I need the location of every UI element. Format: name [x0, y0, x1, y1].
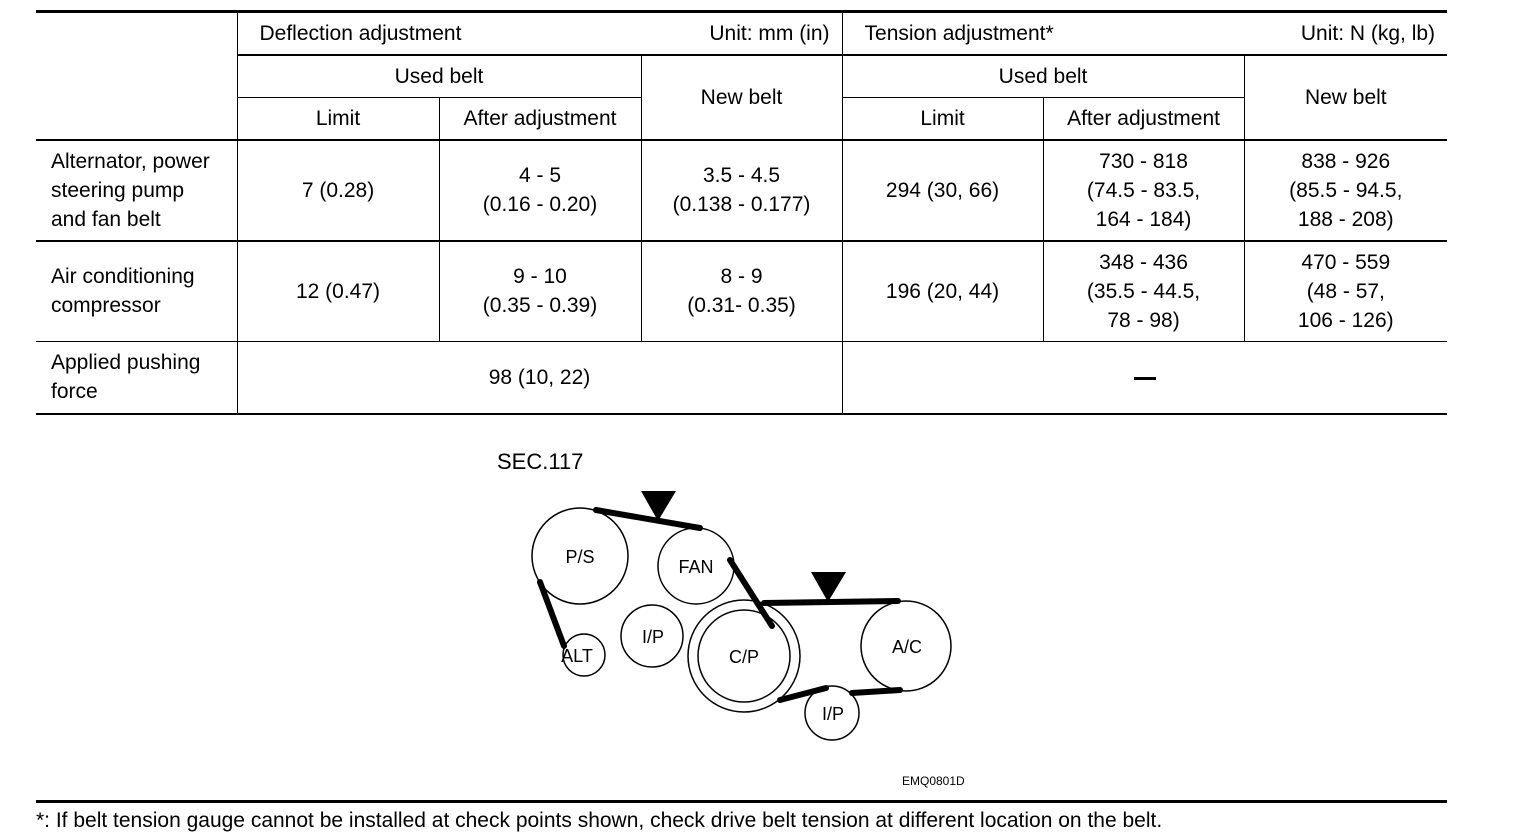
tension-new-belt-header: New belt — [1244, 55, 1447, 140]
belt-segment — [852, 690, 900, 693]
tension-limit-value: 294 (30, 66) — [842, 140, 1043, 241]
ac-label: A/C — [891, 637, 923, 657]
belt-segment — [780, 688, 826, 700]
tension-header-cell — [842, 12, 1447, 55]
alt-label: ALT — [561, 646, 593, 666]
ip-upper-label: I/P — [641, 627, 665, 647]
not-applicable-dash — [1134, 377, 1156, 380]
deflection-header-cell — [237, 12, 842, 55]
check-point-arrow-ac — [811, 572, 846, 602]
tension-header: Tension adjustment* — [864, 21, 1054, 45]
deflection-new-value: 3.5 - 4.5 (0.138 - 0.177) — [641, 140, 842, 241]
belt-segment — [764, 601, 898, 603]
figure-code: EMQ0801D — [902, 774, 965, 788]
belt-segment — [730, 560, 772, 626]
tension-after-value: 348 - 436 (35.5 - 44.5, 78 - 98) — [1043, 241, 1244, 342]
deflection-header: Deflection adjustment — [259, 21, 462, 45]
applied-force-deflection-value: 98 (10, 22) — [237, 342, 842, 414]
ip-lower-label: I/P — [821, 704, 845, 724]
tension-after-adjustment-header: After adjustment — [1043, 98, 1244, 140]
tension-limit-value: 196 (20, 44) — [842, 241, 1043, 342]
belt-routing-diagram — [440, 440, 1000, 800]
table-row — [36, 241, 1447, 342]
fan-label: FAN — [678, 557, 714, 577]
deflection-after-value: 9 - 10 (0.35 - 0.39) — [439, 241, 641, 342]
cp-label: C/P — [728, 647, 760, 667]
footnote-divider — [36, 800, 1447, 803]
row-label-alternator: Alternator, power steering pump and fan belt — [36, 140, 237, 241]
belt-segment — [540, 582, 564, 646]
deflection-limit-header: Limit — [237, 98, 439, 140]
tension-used-belt-header: Used belt — [842, 55, 1244, 98]
applied-force-tension-value — [842, 342, 1447, 414]
deflection-new-value: 8 - 9 (0.31- 0.35) — [641, 241, 842, 342]
tension-new-value: 838 - 926 (85.5 - 94.5, 188 - 208) — [1244, 140, 1447, 241]
tension-limit-header: Limit — [842, 98, 1043, 140]
belt-spec-table — [36, 10, 1447, 415]
tension-after-value: 730 - 818 (74.5 - 83.5, 164 - 184) — [1043, 140, 1244, 241]
table-row — [36, 342, 1447, 414]
deflection-used-belt-header: Used belt — [237, 55, 641, 98]
deflection-unit: Unit: mm (in) — [709, 21, 830, 45]
deflection-after-value: 4 - 5 (0.16 - 0.20) — [439, 140, 641, 241]
ps-label: P/S — [565, 547, 595, 567]
row-label-air-conditioning: Air conditioning compressor — [36, 241, 237, 342]
deflection-limit-value: 7 (0.28) — [237, 140, 439, 241]
deflection-limit-value: 12 (0.47) — [237, 241, 439, 342]
header-blank-cell — [36, 12, 237, 140]
section-label: SEC.117 — [497, 449, 584, 474]
tension-new-value: 470 - 559 (48 - 57, 106 - 126) — [1244, 241, 1447, 342]
deflection-new-belt-header: New belt — [641, 55, 842, 140]
footnote: *: If belt tension gauge cannot be installed at check points shown, check drive belt tension at different location on the belt. — [36, 809, 1163, 832]
deflection-after-adjustment-header: After adjustment — [439, 98, 641, 140]
tension-unit: Unit: N (kg, lb) — [1300, 21, 1436, 45]
row-label-applied-force: Applied pushing force — [36, 342, 237, 414]
table-row — [36, 140, 1447, 241]
